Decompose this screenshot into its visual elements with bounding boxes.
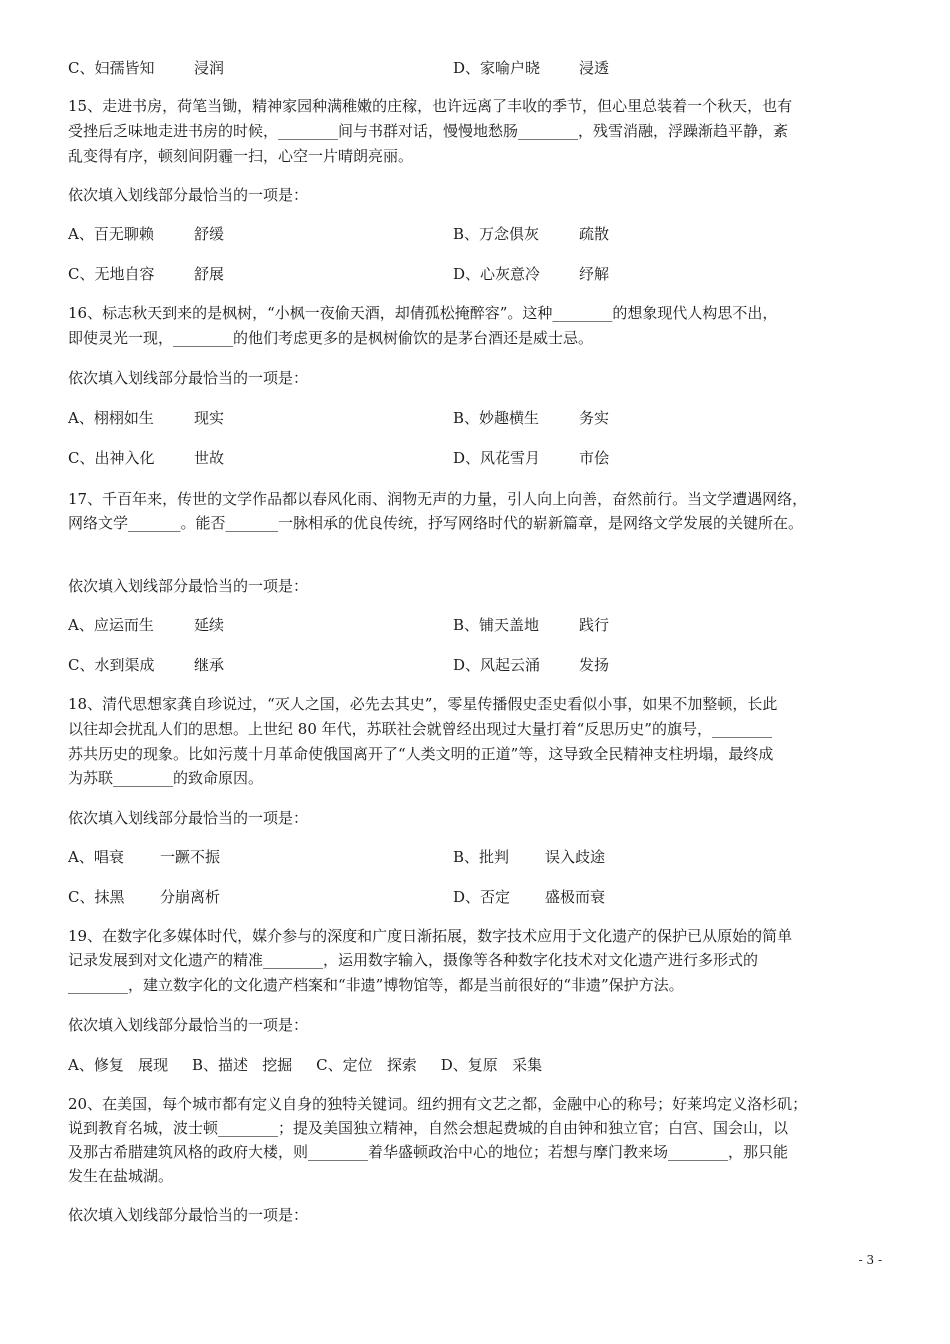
- option-label: D、否定: [453, 888, 511, 906]
- question-18-option-c: [68, 887, 220, 907]
- option-word: 浸润: [194, 59, 225, 77]
- question-17-option-d: [453, 655, 609, 675]
- question-16-option-d: [453, 448, 609, 468]
- option-label: A、应运而生: [68, 616, 154, 634]
- question-19-line-3: ________，建立数字化的文化遗产档案和“非遗”博物馆等，都是当前很好的“非遗”保护方法。: [68, 976, 684, 994]
- question-19-line-1: 19、在数字化多媒体时代，媒介参与的深度和广度日渐拓展，数字技术应用于文化遗产的保护已从原始的简单: [68, 927, 793, 945]
- question-15-option-b: [453, 224, 609, 244]
- option-word: 现实: [194, 409, 225, 427]
- option-label: C、抹黑: [68, 888, 125, 906]
- option-word: 分崩离析: [160, 888, 221, 906]
- question-15-line-2: 受挫后乏味地走进书房的时候，________间与书群对话，慢慢地愁肠________，残雪消融，浮躁渐趋平静，紊: [68, 122, 789, 140]
- option-word: 一蹶不振: [160, 848, 221, 866]
- question-18-line-2: 以往却会扰乱人们的思想。上世纪 80 年代，苏联社会就曾经出现过大量打着“反思历史”的旗号，________: [68, 720, 772, 738]
- option-label: B、批判: [453, 848, 510, 866]
- question-16-option-b: [453, 408, 609, 428]
- question-20-line-4: 发生在盐城湖。: [68, 1167, 174, 1185]
- question-19-prompt: 依次填入划线部分最恰当的一项是：: [68, 1016, 309, 1034]
- question-17-line-1: 17、千百年来，传世的文学作品都以春风化雨、润物无声的力量，引人向上向善，奋然前行。当文学遭遇网络，: [68, 490, 808, 508]
- option-label: B、铺天盖地: [453, 616, 540, 634]
- question-15-option-a: [68, 224, 224, 244]
- option-word: 浸透: [579, 59, 610, 77]
- question-18-line-4: 为苏联________的致命原因。: [68, 769, 264, 787]
- option-word: 疏散: [579, 225, 610, 243]
- option-word: 务实: [579, 409, 610, 427]
- option-word: 纾解: [579, 265, 610, 283]
- question-18-line-1: 18、清代思想家龚自珍说过，“灭人之国，必先去其史”，零星传播假史歪史看似小事，如果不加整顿，长此: [68, 695, 778, 713]
- question-15-line-1: 15、走进书房，荷笔当锄，精神家园种满稚嫩的庄稼，也许远离了丰收的季节，但心里总装着一个秋天，也有: [68, 97, 793, 115]
- option-label: A、栩栩如生: [68, 409, 154, 427]
- question-18-line-3: 苏共历史的现象。比如污蔑十月革命使俄国离开了“人类文明的正道”等，这导致全民精神支柱坍塌，最终成: [68, 745, 774, 763]
- option-word: 盛极而衰: [545, 888, 606, 906]
- option-word: 发扬: [579, 656, 610, 674]
- question-17-prompt: 依次填入划线部分最恰当的一项是：: [68, 577, 309, 595]
- option-label: C、水到渠成: [68, 656, 155, 674]
- question-16-line-1: 16、标志秋天到来的是枫树，“小枫一夜偷天酒，却倩孤松掩醉容”。这种________的想象现代人构思不出，: [68, 304, 778, 322]
- option-c: [68, 58, 224, 78]
- question-20-prompt: 依次填入划线部分最恰当的一项是：: [68, 1206, 309, 1224]
- question-16-line-2: 即使灵光一现，________的他们考虑更多的是枫树偷饮的是茅台酒还是威士忌。: [68, 329, 594, 347]
- option-label: A、唱衰: [68, 848, 124, 866]
- option-d: [453, 58, 609, 78]
- option-label: C、无地自容: [68, 265, 155, 283]
- question-20-line-2: 说到教育名城，波士顿________；提及美国独立精神，自然会想起费城的自由钟和独立官；白宫、国会山，以: [68, 1119, 789, 1137]
- option-label: C、出神入化: [68, 449, 155, 467]
- option-label: A、百无聊赖: [68, 225, 154, 243]
- question-18-option-d: [453, 887, 605, 907]
- question-20-line-1: 20、在美国，每个城市都有定义自身的独特关键词。纽约拥有文艺之都，金融中心的称号；好莱坞定义洛杉矶；: [68, 1095, 808, 1113]
- question-18-prompt: 依次填入划线部分最恰当的一项是：: [68, 809, 309, 827]
- question-17-option-a: [68, 615, 224, 635]
- option-label: D、风起云涌: [453, 656, 541, 674]
- option-word: 舒缓: [194, 225, 225, 243]
- option-label: B、万念俱灰: [453, 225, 540, 243]
- option-word: 误入歧途: [545, 848, 606, 866]
- option-label: D、家喻户晓: [453, 59, 541, 77]
- option-word: 践行: [579, 616, 610, 634]
- question-17-option-c: [68, 655, 224, 675]
- option-label: D、心灰意冷: [453, 265, 541, 283]
- question-17-line-2: 网络文学_______。能否_______一脉相承的优良传统，抒写网络时代的崭新篇章，是网络文学发展的关键所在。: [68, 514, 804, 532]
- option-word: 舒展: [194, 265, 225, 283]
- option-label: B、妙趣横生: [453, 409, 540, 427]
- question-17-option-b: [453, 615, 609, 635]
- option-word: 市侩: [579, 449, 610, 467]
- question-16-option-a: [68, 408, 224, 428]
- question-20-line-3: 及那古希腊建筑风格的政府大楼，则________着华盛顿政治中心的地位；若想与摩门教来场________，那只能: [68, 1143, 789, 1161]
- question-16-option-c: [68, 448, 224, 468]
- question-19-line-2: 记录发展到对文化遗产的精准________，运用数字输入，摄像等各种数字化技术对文化遗产进行多形式的: [68, 951, 759, 969]
- option-word: 继承: [194, 656, 225, 674]
- option-label: C、妇孺皆知: [68, 59, 155, 77]
- question-15-prompt: 依次填入划线部分最恰当的一项是：: [68, 186, 309, 204]
- option-word: 延续: [194, 616, 225, 634]
- question-15-option-d: [453, 264, 609, 284]
- option-label: D、风花雪月: [453, 449, 541, 467]
- question-15-option-c: [68, 264, 224, 284]
- question-15-line-3: 乱变得有序，顿刻间阴霾一扫，心空一片晴朗亮丽。: [68, 147, 414, 165]
- option-word: 世故: [194, 449, 225, 467]
- page-number: - 3 -: [858, 1253, 882, 1267]
- question-16-prompt: 依次填入划线部分最恰当的一项是：: [68, 369, 309, 387]
- question-18-option-b: [453, 847, 605, 867]
- question-19-options: A、修复 展现 B、描述 挖掘 C、定位 探索 D、复原 采集: [68, 1056, 543, 1074]
- question-18-option-a: [68, 847, 220, 867]
